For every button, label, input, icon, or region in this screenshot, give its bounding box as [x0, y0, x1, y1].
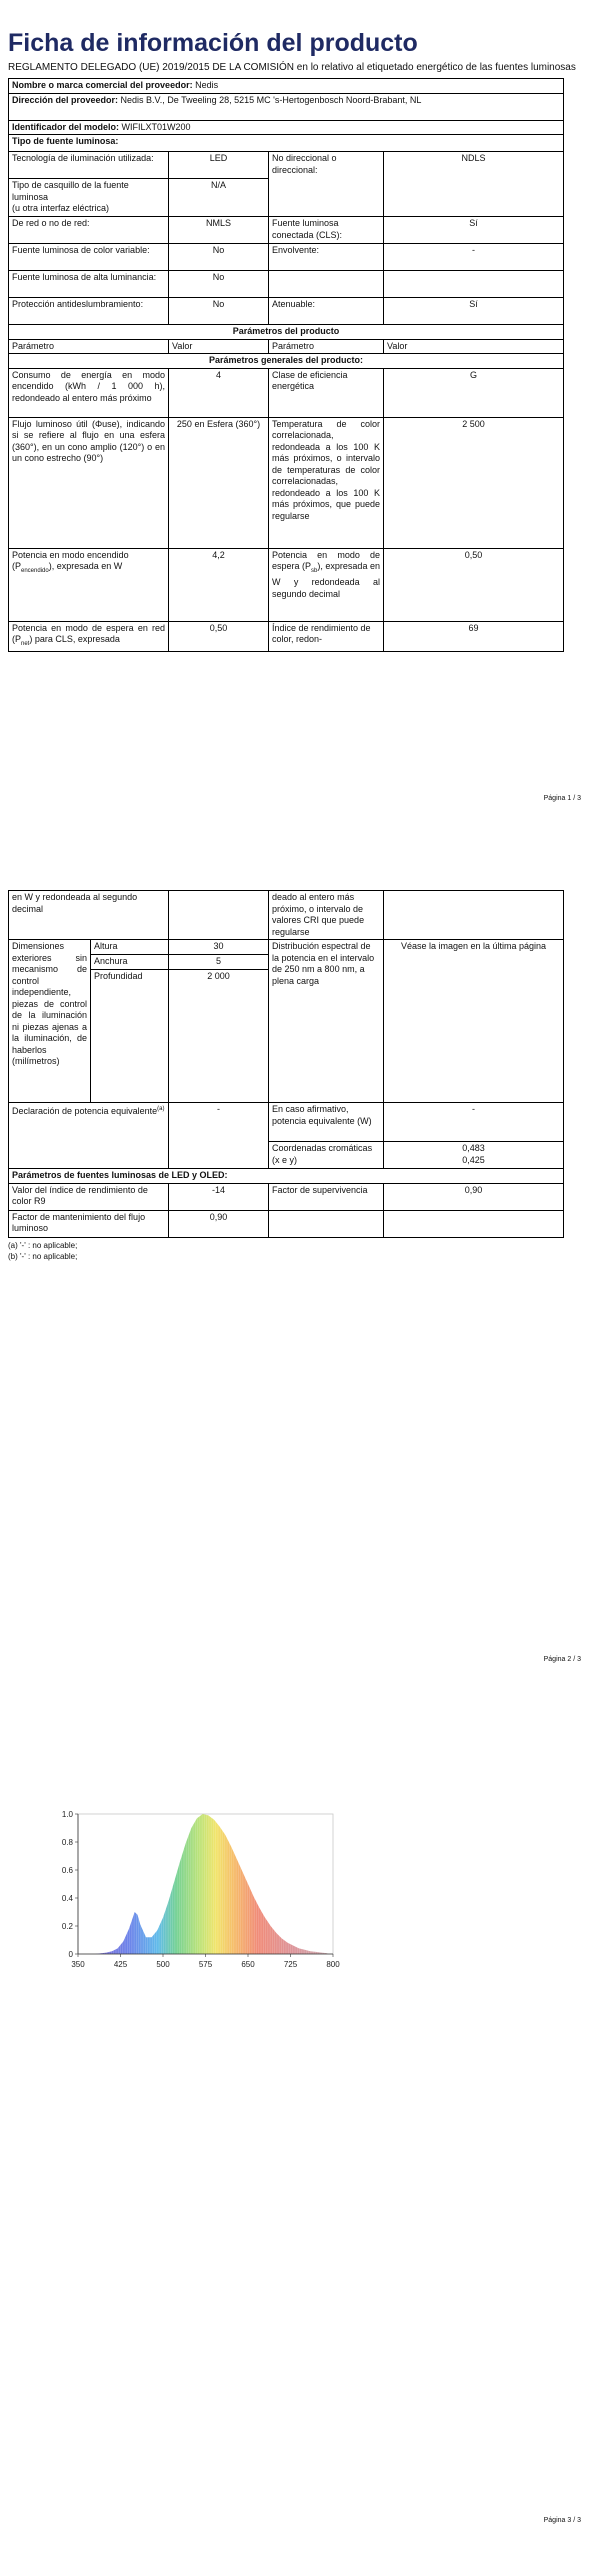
product-info-table	[8, 78, 564, 652]
width-value: 5	[169, 955, 269, 970]
depth-value: 2 000	[169, 970, 269, 1103]
x-tick-label: 425	[113, 1960, 128, 1969]
chromaticity-x: 0,483	[462, 1143, 485, 1153]
cri-value: 69	[384, 621, 564, 652]
col-param-1: Parámetro	[9, 339, 169, 354]
spectral-distribution-chart	[50, 1808, 350, 1978]
flux-label: Flujo luminoso útil (Φuse), indicando si se refiere al flujo en una esfera (360°), en un cono amplio (120°) o en un cono estrecho (90°)	[9, 417, 169, 548]
cct-label: Temperatura de color correlacionada, redondeada a los 100 K más próximos, o intervalo de temperaturas de color correlacionadas, redondeado a los 100 K más próximos, que puede regularse	[269, 417, 384, 548]
equivalent-watts-value: -	[384, 1103, 564, 1142]
cap-label-2: (u otra interfaz eléctrica)	[12, 203, 110, 213]
on-mode-power-label-sub: encendido	[21, 567, 49, 574]
standby-power-label	[269, 548, 384, 621]
cls-value: Sí	[384, 217, 564, 244]
cri-label-cont: deado al entero más próximo, o intervalo de valores CRI que puede regularse	[269, 891, 384, 940]
led-params-heading: Parámetros de fuentes luminosas de LED y OLED:	[9, 1169, 564, 1184]
page-1	[8, 28, 595, 652]
model-value: WIFILXT01W200	[121, 121, 191, 132]
nondir-label: No direccional o direccional:	[269, 152, 384, 217]
x-tick-label: 350	[71, 1960, 85, 1969]
y-tick-label: 0.6	[61, 1866, 73, 1875]
cap-label: Tipo de casquillo de la fuente luminosa	[12, 180, 129, 202]
lumen-maintenance-value: 0,90	[169, 1210, 269, 1237]
address-value: Nedis B.V., De Tweeling 28, 5215 MC 's-Hertogenbosch Noord-Brabant, NL	[120, 94, 422, 105]
col-value-1: Valor	[169, 339, 269, 354]
anti-glare-value: No	[169, 298, 269, 325]
spd-value: Véase la imagen en la última página	[384, 940, 564, 1103]
column-header-row	[9, 339, 564, 354]
dimensions-label: Dimensiones exteriores sin mecanismo de control independiente, piezas de control de la iluminación ni piezas ajenas a la iluminación, de haberlos (milímetros)	[9, 940, 91, 1103]
x-tick-label: 575	[198, 1960, 213, 1969]
mains-label: De red o no de red:	[9, 217, 169, 244]
source-type-heading-row	[9, 135, 564, 152]
y-tick-label: 0.4	[61, 1894, 73, 1903]
general-params-heading: Parámetros generales del producto:	[9, 354, 564, 369]
standby-power-label-b: ), expresada en W y redondeada al segundo decimal	[272, 561, 380, 599]
y-tick-label: 0.2	[61, 1922, 73, 1931]
footnote-b: (b) '-' : no aplicable;	[8, 1251, 78, 1261]
dimmable-value: Sí	[384, 298, 564, 325]
energy-class-label: Clase de eficiencia energética	[269, 368, 384, 417]
width-label: Anchura	[91, 955, 169, 970]
standby-power-label-sub: sb	[311, 567, 318, 574]
color-variable-value: No	[169, 244, 269, 271]
r9-value: -14	[169, 1183, 269, 1210]
height-value: 30	[169, 940, 269, 955]
product-params-heading: Parámetros del producto	[9, 325, 564, 340]
high-luminance-value: No	[169, 271, 269, 298]
chromaticity-label: Coordenadas cromáticas (x e y)	[269, 1142, 384, 1169]
address-label: Dirección del proveedor:	[12, 94, 119, 105]
footnotes	[8, 1240, 595, 1262]
cap-value: N/A	[169, 179, 269, 217]
supplier-value: Nedis	[195, 80, 219, 90]
cct-value: 2 500	[384, 417, 564, 548]
plot-area	[62, 1810, 340, 1969]
lumen-maintenance-label: Factor de mantenimiento del flujo luminoso	[9, 1210, 169, 1237]
on-mode-power-label-a: Potencia en modo encendido (P	[12, 549, 129, 571]
address-row	[9, 93, 564, 120]
y-tick-label: 1.0	[61, 1810, 73, 1819]
cap-label-cell	[9, 179, 169, 217]
depth-label: Profundidad	[91, 970, 169, 1103]
equivalent-power-sup: (a)	[157, 1106, 165, 1112]
network-standby-label-sub: net	[21, 640, 30, 647]
on-mode-power-value: 4,2	[169, 548, 269, 621]
page-number-3: Página 3 / 3	[543, 2517, 581, 2524]
chromaticity-value	[384, 1142, 564, 1169]
standby-power-value: 0,50	[384, 548, 564, 621]
supplier-label: Nombre o marca comercial del proveedor:	[12, 80, 193, 90]
network-standby-label-cont: en W y redondeada al segundo decimal	[9, 891, 169, 940]
model-label: Identificador del modelo:	[12, 121, 120, 132]
survival-value: 0,90	[384, 1183, 564, 1210]
chromaticity-y: 0,425	[462, 1154, 485, 1165]
cri-label: Índice de rendimiento de color, redon-	[269, 621, 384, 652]
model-row	[9, 120, 564, 135]
tech-label: Tecnología de iluminación utilizada:	[9, 152, 169, 179]
source-type-heading: Tipo de fuente luminosa:	[9, 135, 564, 152]
tech-value: LED	[169, 152, 269, 179]
y-tick-label: 0	[68, 1950, 73, 1959]
on-mode-power-label	[9, 548, 169, 621]
equivalent-power-label	[9, 1103, 169, 1169]
equivalent-power-label-text: Declaración de potencia equivalente	[12, 1106, 158, 1116]
mains-value: NMLS	[169, 217, 269, 244]
supplier-row	[9, 79, 564, 94]
high-luminance-label: Fuente luminosa de alta luminancia:	[9, 271, 169, 298]
on-mode-power-label-b: ), expresada en W	[48, 561, 123, 571]
product-info-table-continued	[8, 890, 564, 1238]
page-number-1: Página 1 / 3	[543, 795, 581, 802]
flux-value: 250 en Esfera (360°)	[169, 417, 269, 548]
envelope-label: Envolvente:	[269, 244, 384, 271]
regulation-subtitle: REGLAMENTO DELEGADO (UE) 2019/2015 DE LA COMISIÓN en lo relativo al etiquetado energético de las fuentes luminosas	[8, 62, 576, 73]
energy-label: Consumo de energía en modo encendido (kWh / 1 000 h), redondeado al entero más próximo	[9, 368, 169, 417]
cls-label: Fuente luminosa conectada (CLS):	[269, 217, 384, 244]
footnote-a: (a) '-' : no aplicable;	[8, 1240, 78, 1250]
network-standby-label-b: ) para CLS, expresada	[29, 634, 120, 644]
height-label: Altura	[91, 940, 169, 955]
nondir-value: NDLS	[384, 152, 564, 217]
energy-value: 4	[169, 368, 269, 417]
standby-power-label-a: Potencia en modo de espera (P	[272, 549, 380, 571]
spd-label: Distribución espectral de la potencia en el intervalo de 250 nm a 800 nm, a plena carga	[269, 940, 384, 1103]
page-2	[8, 890, 595, 1262]
x-tick-label: 500	[156, 1960, 170, 1969]
envelope-value: -	[384, 244, 564, 271]
network-standby-value: 0,50	[169, 621, 269, 652]
dimmable-label: Atenuable:	[269, 298, 384, 325]
y-tick-label: 0.8	[61, 1838, 73, 1847]
x-tick-label: 725	[283, 1960, 298, 1969]
x-tick-label: 650	[241, 1960, 255, 1969]
energy-class-value: G	[384, 368, 564, 417]
x-tick-label: 800	[326, 1960, 340, 1969]
r9-label: Valor del índice de rendimiento de color R9	[9, 1183, 169, 1210]
equivalent-watts-label: En caso afirmativo, potencia equivalente (W)	[269, 1103, 384, 1142]
color-variable-label: Fuente luminosa de color variable:	[9, 244, 169, 271]
col-value-2: Valor	[384, 339, 564, 354]
page-number-2: Página 2 / 3	[543, 1656, 581, 1663]
network-standby-label	[9, 621, 169, 652]
page-title: Ficha de información del producto	[8, 29, 418, 57]
anti-glare-label: Protección antideslumbramiento:	[9, 298, 169, 325]
network-standby-label-a: Potencia en modo de espera en red (P	[12, 622, 165, 644]
equivalent-power-value: -	[169, 1103, 269, 1169]
col-param-2: Parámetro	[269, 339, 384, 354]
survival-label: Factor de supervivencia	[269, 1183, 384, 1210]
